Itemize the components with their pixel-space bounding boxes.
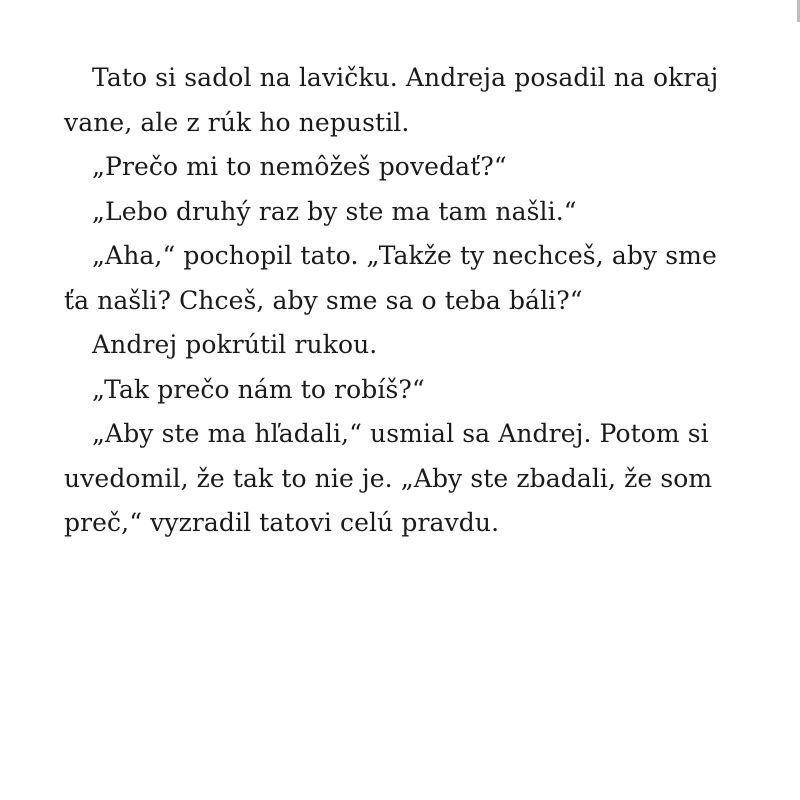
paragraph-4: „Aha,“ pochopil tato. „Takže ty nechceš, aby sme ťa našli? Chceš, aby sme sa o teba báli?“ [64,241,717,315]
paragraph-7: „Aby ste ma hľadali,“ usmial sa Andrej. Potom si uvedomil, že tak to nie je. „Aby ste zbadali, že som preč,“ vyzradil tatovi celú pravdu. [64,419,713,537]
paragraph-5: Andrej pokrútil rukou. [92,330,378,359]
paragraph-6: „Tak prečo nám to robíš?“ [92,374,425,404]
paragraph-1: Tato si sadol na lavičku. Andreja posadil na okraj vane, ale z rúk ho nepustil. [64,63,719,137]
paragraph-3: „Lebo druhý raz by ste ma tam našli.“ [92,196,577,226]
paragraph-2: „Prečo mi to nemôžeš povedať?“ [92,152,507,181]
book-page-text [64,56,744,546]
